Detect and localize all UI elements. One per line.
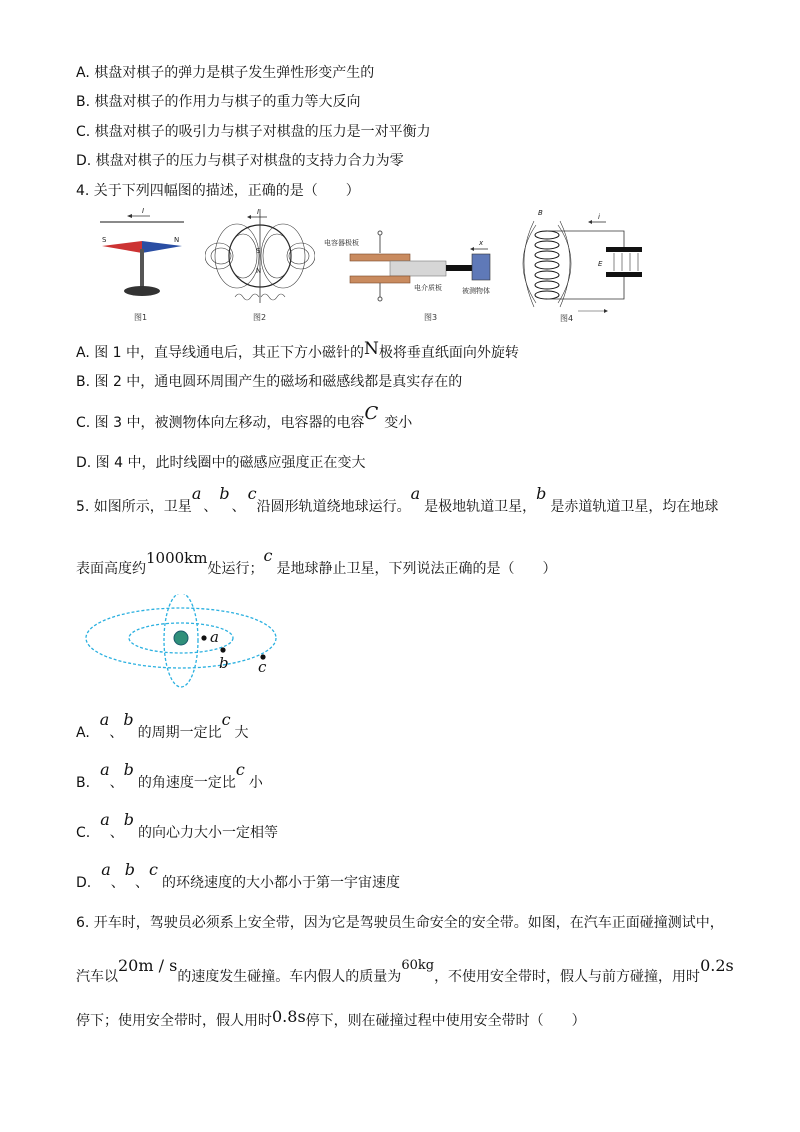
q6-line-1: 6. 开车时，驾驶员必须系上安全带，因为它是驾驶员生命安全的安全带。如图，在汽车正面碰撞测试中，	[76, 915, 724, 931]
q3-option-c: C. 棋盘对棋子的吸引力与棋子对棋盘的压力是一对平衡力	[76, 124, 431, 140]
q3-option-b: B. 棋盘对棋子的作用力与棋子的重力等大反向	[76, 94, 361, 110]
svg-text:I: I	[257, 208, 260, 216]
q4-figure-3-caption: 图3	[424, 313, 438, 322]
svg-text:x: x	[479, 239, 484, 247]
q5-stem-line-2: 表面高度约1000km处运行；c是地球静止卫星，下列说法正确的是（ ）	[76, 546, 557, 577]
q4-figure-2	[205, 205, 315, 323]
q4-figure-4-caption: 图4	[560, 314, 574, 323]
svg-text:c: c	[258, 658, 267, 676]
q4-option-d: D. 图 4 中，此时线圈中的磁感应强度正在变大	[76, 455, 366, 471]
svg-text:S: S	[256, 247, 261, 255]
q5-option-c: C.a、b的向心力大小一定相等	[76, 810, 279, 841]
svg-text:被测物体: 被测物体	[462, 287, 490, 295]
q4-figure-2-caption: 图2	[253, 313, 267, 322]
svg-text:i: i	[598, 213, 600, 221]
q3-option-d: D. 棋盘对棋子的压力与棋子对棋盘的支持力合力为零	[76, 153, 404, 169]
svg-text:I: I	[142, 207, 145, 215]
q6-line-3: 停下；使用安全带时，假人用时0.8s停下，则在碰撞过程中使用安全带时（ ）	[76, 1007, 586, 1029]
q5-option-d: D.a、b、c的环绕速度的大小都小于第一宇宙速度	[76, 860, 400, 891]
svg-text:B: B	[538, 209, 543, 217]
svg-text:电介质板: 电介质板	[414, 284, 442, 292]
q4-figure-1-caption: 图1	[134, 313, 148, 322]
svg-text:E: E	[598, 260, 603, 268]
earth-icon	[174, 631, 188, 645]
q5-option-a: A.a、b的周期一定比c大	[76, 710, 249, 741]
q4-option-c: C. 图 3 中，被测物体向左移动，电容器的电容C 变小	[76, 403, 413, 431]
svg-text:b: b	[219, 654, 229, 672]
satellite-a	[201, 635, 206, 640]
q4-figure-1	[92, 205, 192, 323]
svg-text:电容器极板: 电容器极板	[324, 239, 359, 247]
satellite-b	[220, 647, 225, 652]
q4-option-b: B. 图 2 中，通电圆环周围产生的磁场和磁感线都是真实存在的	[76, 374, 463, 390]
q4-stem: 4. 关于下列四幅图的描述，正确的是（ ）	[76, 183, 360, 199]
svg-text:N: N	[174, 236, 180, 244]
q4-option-a: A. 图 1 中，直导线通电后，其正下方小磁针的N极将垂直纸面向外旋转	[76, 339, 519, 361]
q5-orbit-figure	[82, 594, 282, 692]
q3-option-a: A. 棋盘对棋子的弹力是棋子发生弹性形变产生的	[76, 65, 375, 81]
svg-text:S: S	[102, 236, 107, 244]
q5-stem-line-1: 5. 如图所示，卫星a、b、c沿圆形轨道绕地球运行。a是极地轨道卫星，b是赤道轨道卫星，均在地球	[76, 484, 719, 515]
svg-text:a: a	[210, 628, 219, 646]
svg-text:N: N	[256, 267, 262, 275]
q4-figure-3	[322, 205, 512, 323]
q6-line-2: 汽车以20m / s的速度发生碰撞。车内假人的质量为60kg，不使用安全带时，假人与前方碰撞，用时0.2s	[76, 956, 734, 985]
q4-figure-4	[512, 205, 642, 323]
q5-option-b: B.a、b的角速度一定比c小	[76, 760, 263, 791]
